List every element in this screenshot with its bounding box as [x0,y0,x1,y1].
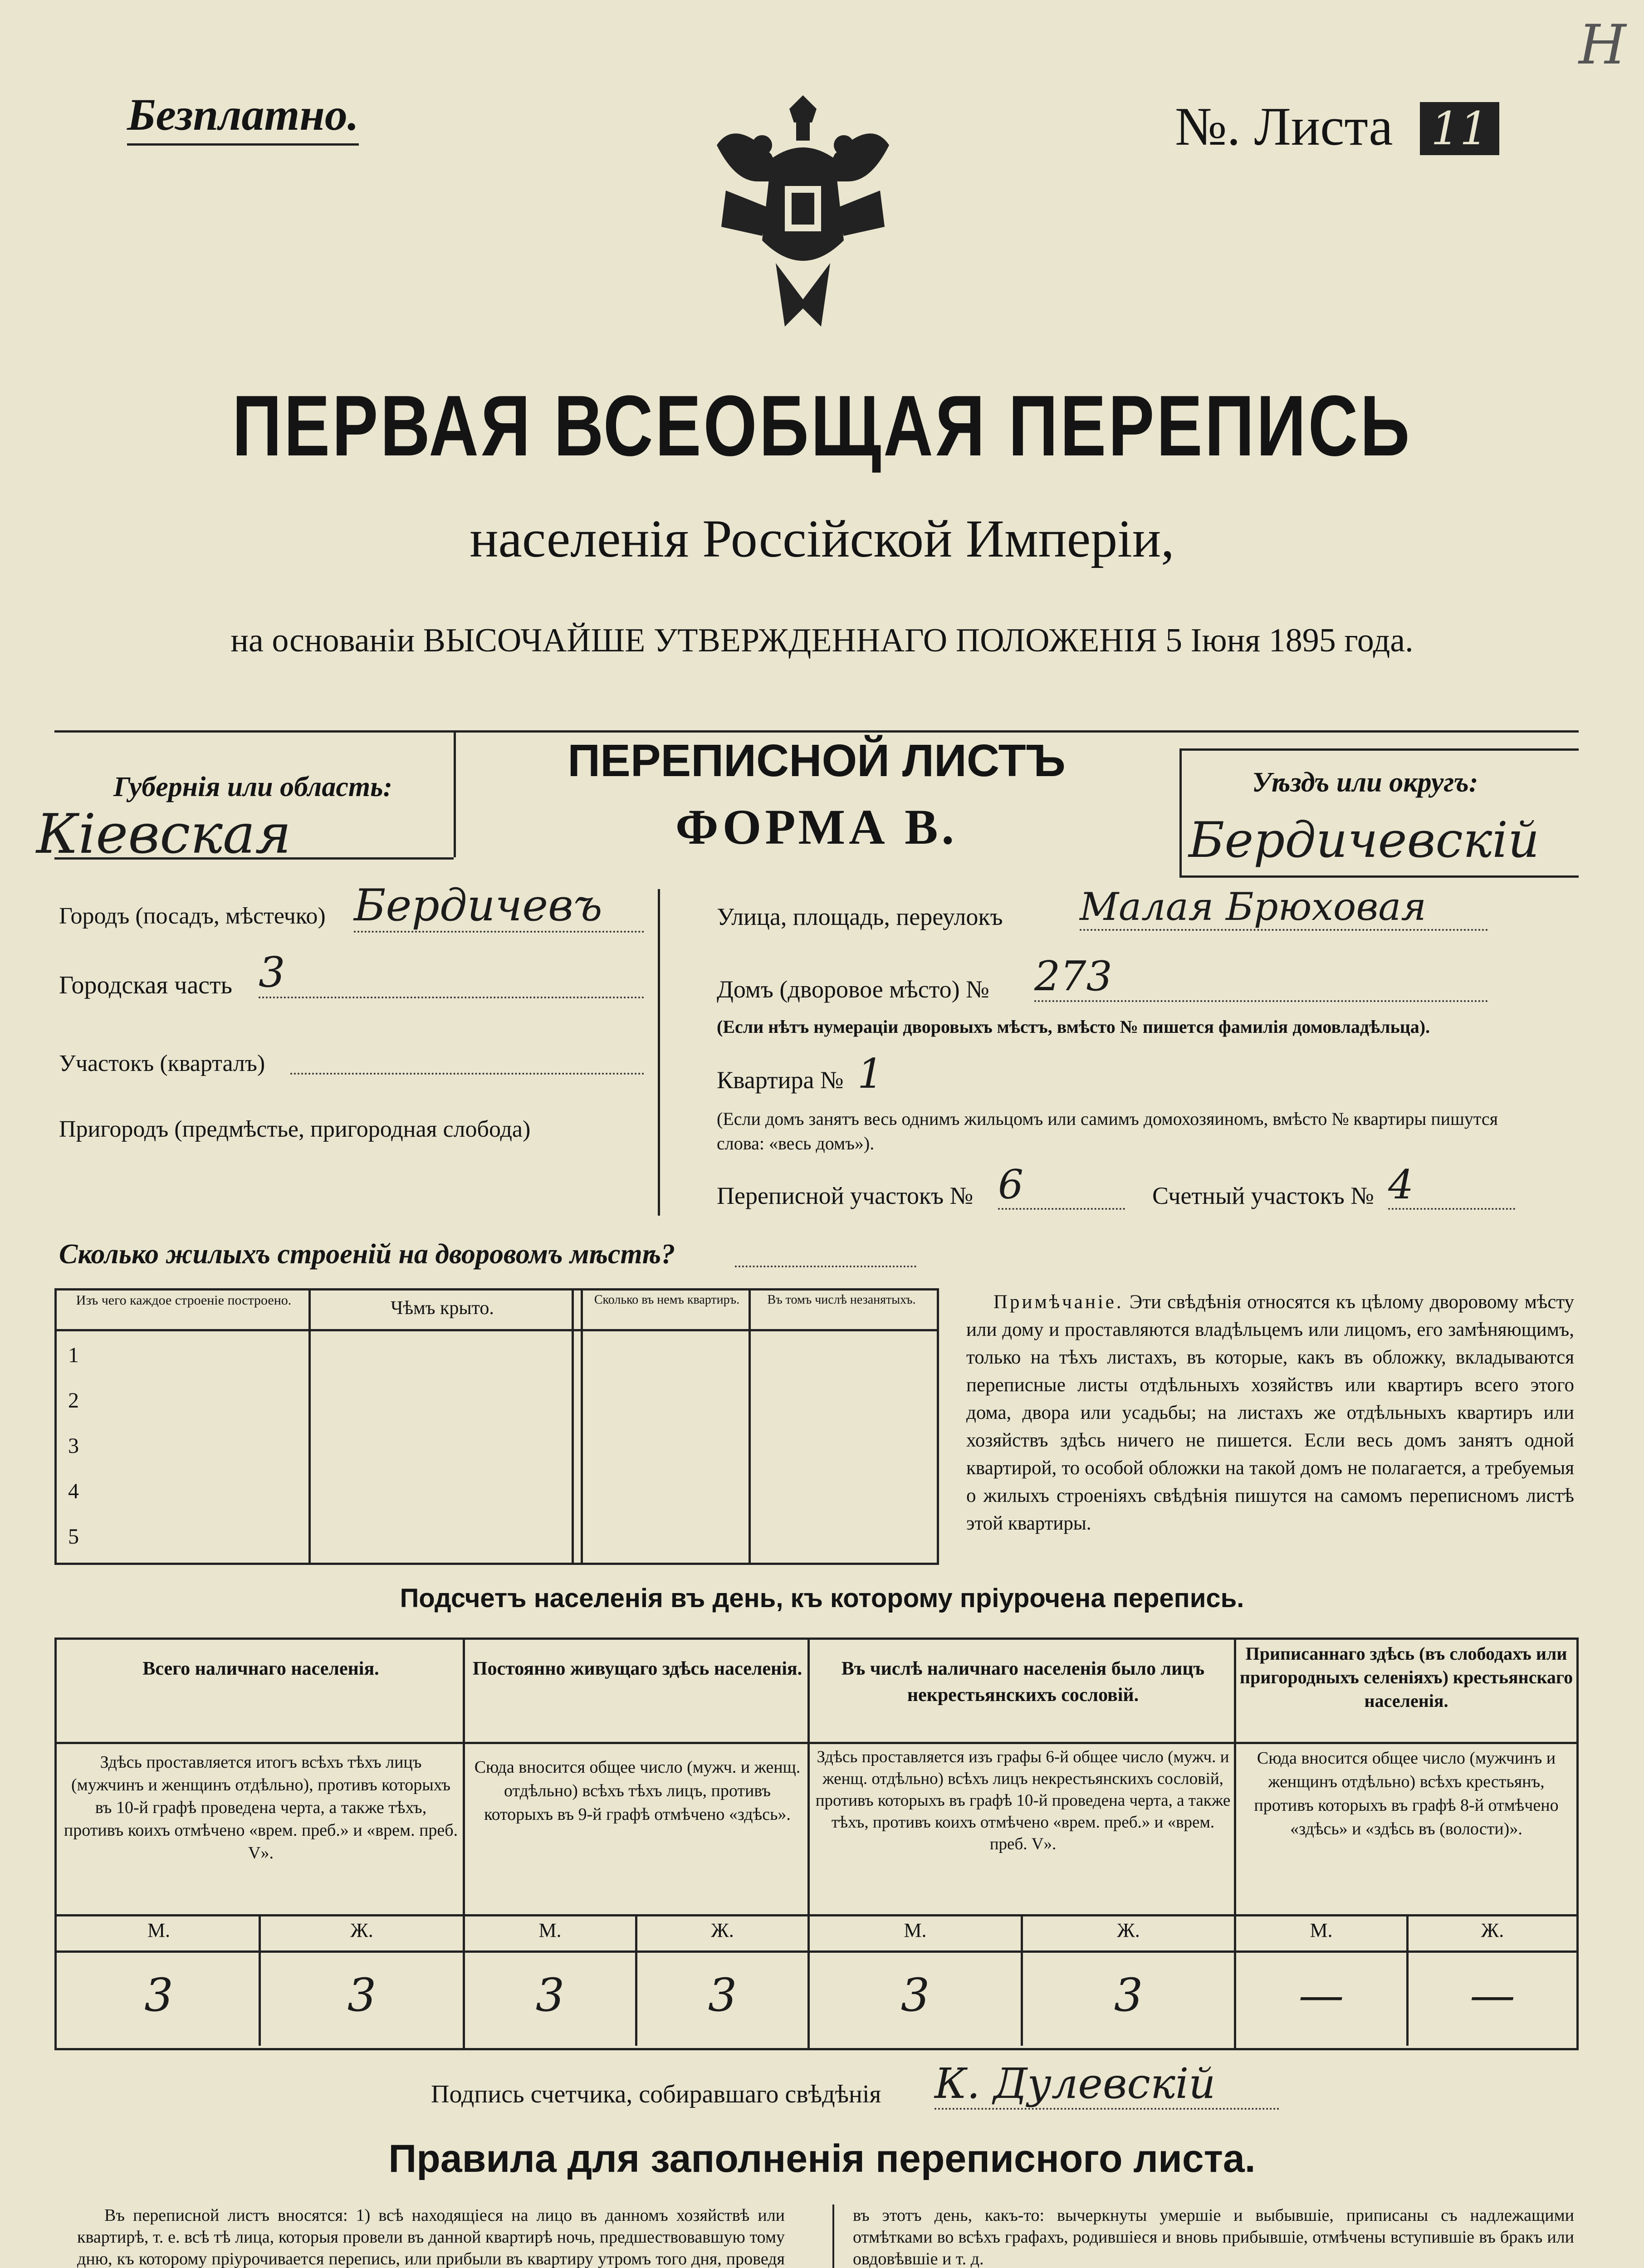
note-block [966,1288,1574,1537]
pop-col3-m-label: М. [904,1919,927,1941]
city-part-value: 3 [259,948,644,998]
note-title: Примѣчаніе. [993,1291,1124,1313]
subtitle: населенія Россійской Имперіи, [470,509,1174,568]
rules-left-column [77,2204,785,2268]
page-title: ПЕРВАЯ ВСЕОБЩАЯ ПЕРЕПИСЬ [232,378,1412,474]
corner-mark: Н [1579,14,1626,77]
pop-col2-head: Постоянно живущаго здѣсь населенія. [472,1658,802,1679]
pop-col4-m-label: М. [1310,1919,1333,1941]
rules-right-paragraph: въ этотъ день, какъ-то: вычеркнуты умершіе и выбывшіе, приписаны съ надлежащими отмѣтками во всѣхъ графахъ, родившіеся и вновь прибывшіе, отмѣчены вступившіе въ бракъ или овдовѣвшіе и т. д. [853,2206,1574,2268]
rule-top [54,730,1579,733]
pop-col2-f-value: 3 [708,1969,737,2022]
pop-col2-m-label: М. [538,1919,562,1941]
district-value: Бердичевскій [1189,812,1540,869]
note-text: Эти свѣдѣнія относятся къ цѣлому дворовому мѣсту или дому и проставляются владѣльцемъ или лицомъ, его замѣняющимъ, только на тѣхъ листахъ, въ которые, какъ въ обложку, вкладываются переписные листы отдѣльныхъ хозяйствъ или квартиръ всего этого дома, двора или усадьбы; на листахъ же отдѣльныхъ квартиръ или хозяйствъ здѣсь ничего не пишется. Если весь домъ занятъ одной квартирой, то особой обложки на такой домъ не полагается, а требуемыя о жилыхъ строеніяхъ свѣдѣнія пишутся на самомъ переписномъ листѣ этой квартиры. [966,1291,1575,1534]
street-value: Малая Брюховая [1080,885,1488,931]
district-label: Уѣздъ или округъ: [1252,767,1478,798]
population-title: Подсчетъ населенія въ день, къ которому пріурочена перепись. [400,1584,1244,1613]
province-value: Кіевская [36,803,291,866]
pop-col4-desc: Сюда вносится общее число (мужчинъ и женщинъ отдѣльно) всѣхъ крестьянъ, противъ которыхъ въ графѣ 8-й отмѣчено «здѣсь» и «здѣсь въ (волости)». [1254,1749,1559,1838]
pop-col1-m-label: М. [147,1919,171,1941]
signature-label: Подпись счетчика, собиравшаго свѣдѣнія [431,2080,881,2108]
pop-col2-desc: Сюда вносится общее число (мужч. и женщ. отдѣльно) всѣхъ тѣхъ лицъ, противъ которыхъ въ 9-й графѣ отмѣчено «здѣсь». [474,1758,801,1824]
basis-line: на основаніи ВЫСОЧАЙШЕ УТВЕРЖДЕННАГО ПОЛОЖЕНІЯ 5 Іюня 1895 года. [230,622,1414,659]
buildings-question: Сколько жилыхъ строеній на дворовомъ мѣстѣ? [59,1239,675,1270]
imperial-eagle-emblem [708,91,898,345]
street-label: Улица, площадь, переулокъ [717,903,1003,930]
buildings-row: 4 [68,1479,79,1503]
form-title-line2: ФОРМА В. [675,799,958,855]
pop-col1-m-value: 3 [144,1969,173,2022]
census-section-value: 6 [998,1161,1125,1210]
rules-left-paragraph: Въ переписной листъ вносятся: 1) всѣ находящіеся на лицо въ данномъ хозяйствѣ или квартирѣ, т. е. всѣ тѣ лица, которыя провели въ данной квартирѣ ночь, предшествовавшую тому дню, къ которому пріурочивается перепись, или прибыли въ квартиру утромъ того дня, проведя [77,2206,785,2268]
suburb-label: Пригородъ (предмѣстье, пригородная слобода) [59,1116,531,1142]
city-label: Городъ (посадъ, мѣстечко) [59,903,326,929]
apartment-label: Квартира № [717,1066,844,1094]
house-note: (Если нѣтъ нумераціи дворовыхъ мѣстъ, вмѣсто № пишется фамилія домовладѣльца). [717,1017,1430,1037]
buildings-row: 2 [68,1388,79,1413]
pop-col2-m-value: 3 [535,1969,565,2022]
count-section-label: Счетный участокъ № [1152,1182,1374,1209]
rules-title: Правила для заполненія переписного листа. [388,2137,1256,2180]
form-title-line1: ПЕРЕПИСНОЙ ЛИСТЪ [568,735,1066,786]
buildings-row: 1 [68,1343,79,1367]
house-label: Домъ (дворовое мѣсто) № [717,976,989,1003]
census-section-label: Переписной участокъ № [717,1182,974,1209]
buildings-header-vacant: Въ томъ числѣ незанятыхъ. [767,1293,916,1307]
rules-right-column [853,2204,1574,2268]
apartment-value: 1 [857,1050,884,1098]
pop-col3-f-value: 3 [1114,1969,1143,2022]
pop-col2-f-label: Ж. [711,1919,734,1941]
section-label: Участокъ (кварталъ) [59,1051,265,1076]
pop-col1-desc: Здѣсь проставляется итогъ всѣхъ тѣхъ лицъ (мужчинъ и женщинъ отдѣльно), противъ которыхъ въ 10-й графѣ проведена черта, а также тѣхъ, противъ коихъ отмѣчено «врем. преб.» и «врем. преб. V». [64,1753,458,1862]
free-label: Безплатно. [127,88,359,146]
pop-col3-f-label: Ж. [1117,1919,1140,1941]
province-label: Губернія или область: [113,772,393,802]
buildings-header-apartments: Сколько въ немъ квартиръ. [594,1293,740,1307]
buildings-row: 3 [68,1434,79,1458]
pop-col3-desc: Здѣсь проставляется изъ графы 6-й общее число (мужч. и женщ. отдѣльно) всѣхъ лицъ некрестьянскихъ сословій, противъ которыхъ въ графѣ 10-й проведена черта, а также тѣхъ, противъ коихъ отмѣчено «врем. преб.» и «врем. преб. V». [815,1748,1231,1853]
pop-col3-m-value: 3 [900,1969,930,2022]
pop-col1-f-value: 3 [347,1969,377,2022]
signature-value: К. Дулевскій [935,2059,1279,2110]
buildings-header-roof: Чѣмъ крыто. [391,1298,494,1319]
pop-col4-f-value: — [1470,1969,1515,2022]
sheet-number-label: №. Листа [1175,96,1393,156]
pop-col3-head: Въ числѣ наличнаго населенія было лицъ некрестьянскихъ сословій. [841,1658,1205,1706]
city-value: Бердичевъ [354,880,644,933]
sheet-number-value: 11 [1420,102,1499,155]
pop-col1-f-label: Ж. [350,1919,373,1941]
buildings-header-material: Изъ чего каждое строеніе построено. [76,1293,292,1308]
buildings-row: 5 [68,1525,79,1549]
pop-col4-m-value: — [1298,1969,1344,2022]
pop-col1-head: Всего наличнаго населенія. [142,1658,379,1679]
house-value: 273 [1034,953,1488,1002]
city-part-label: Городская часть [59,971,233,999]
apartment-note: (Если домъ занятъ весь однимъ жильцомъ или самимъ домохозяиномъ, вмѣсто № квартиры пишутся слова: «весь домъ»). [717,1109,1498,1154]
section-field [290,1064,644,1075]
pop-col4-head: Приписаннаго здѣсь (въ слободахъ или пригородныхъ селеніяхъ) крестьянскаго населенія. [1239,1643,1573,1711]
pop-col4-f-label: Ж. [1481,1919,1504,1941]
count-section-value: 4 [1388,1161,1515,1210]
